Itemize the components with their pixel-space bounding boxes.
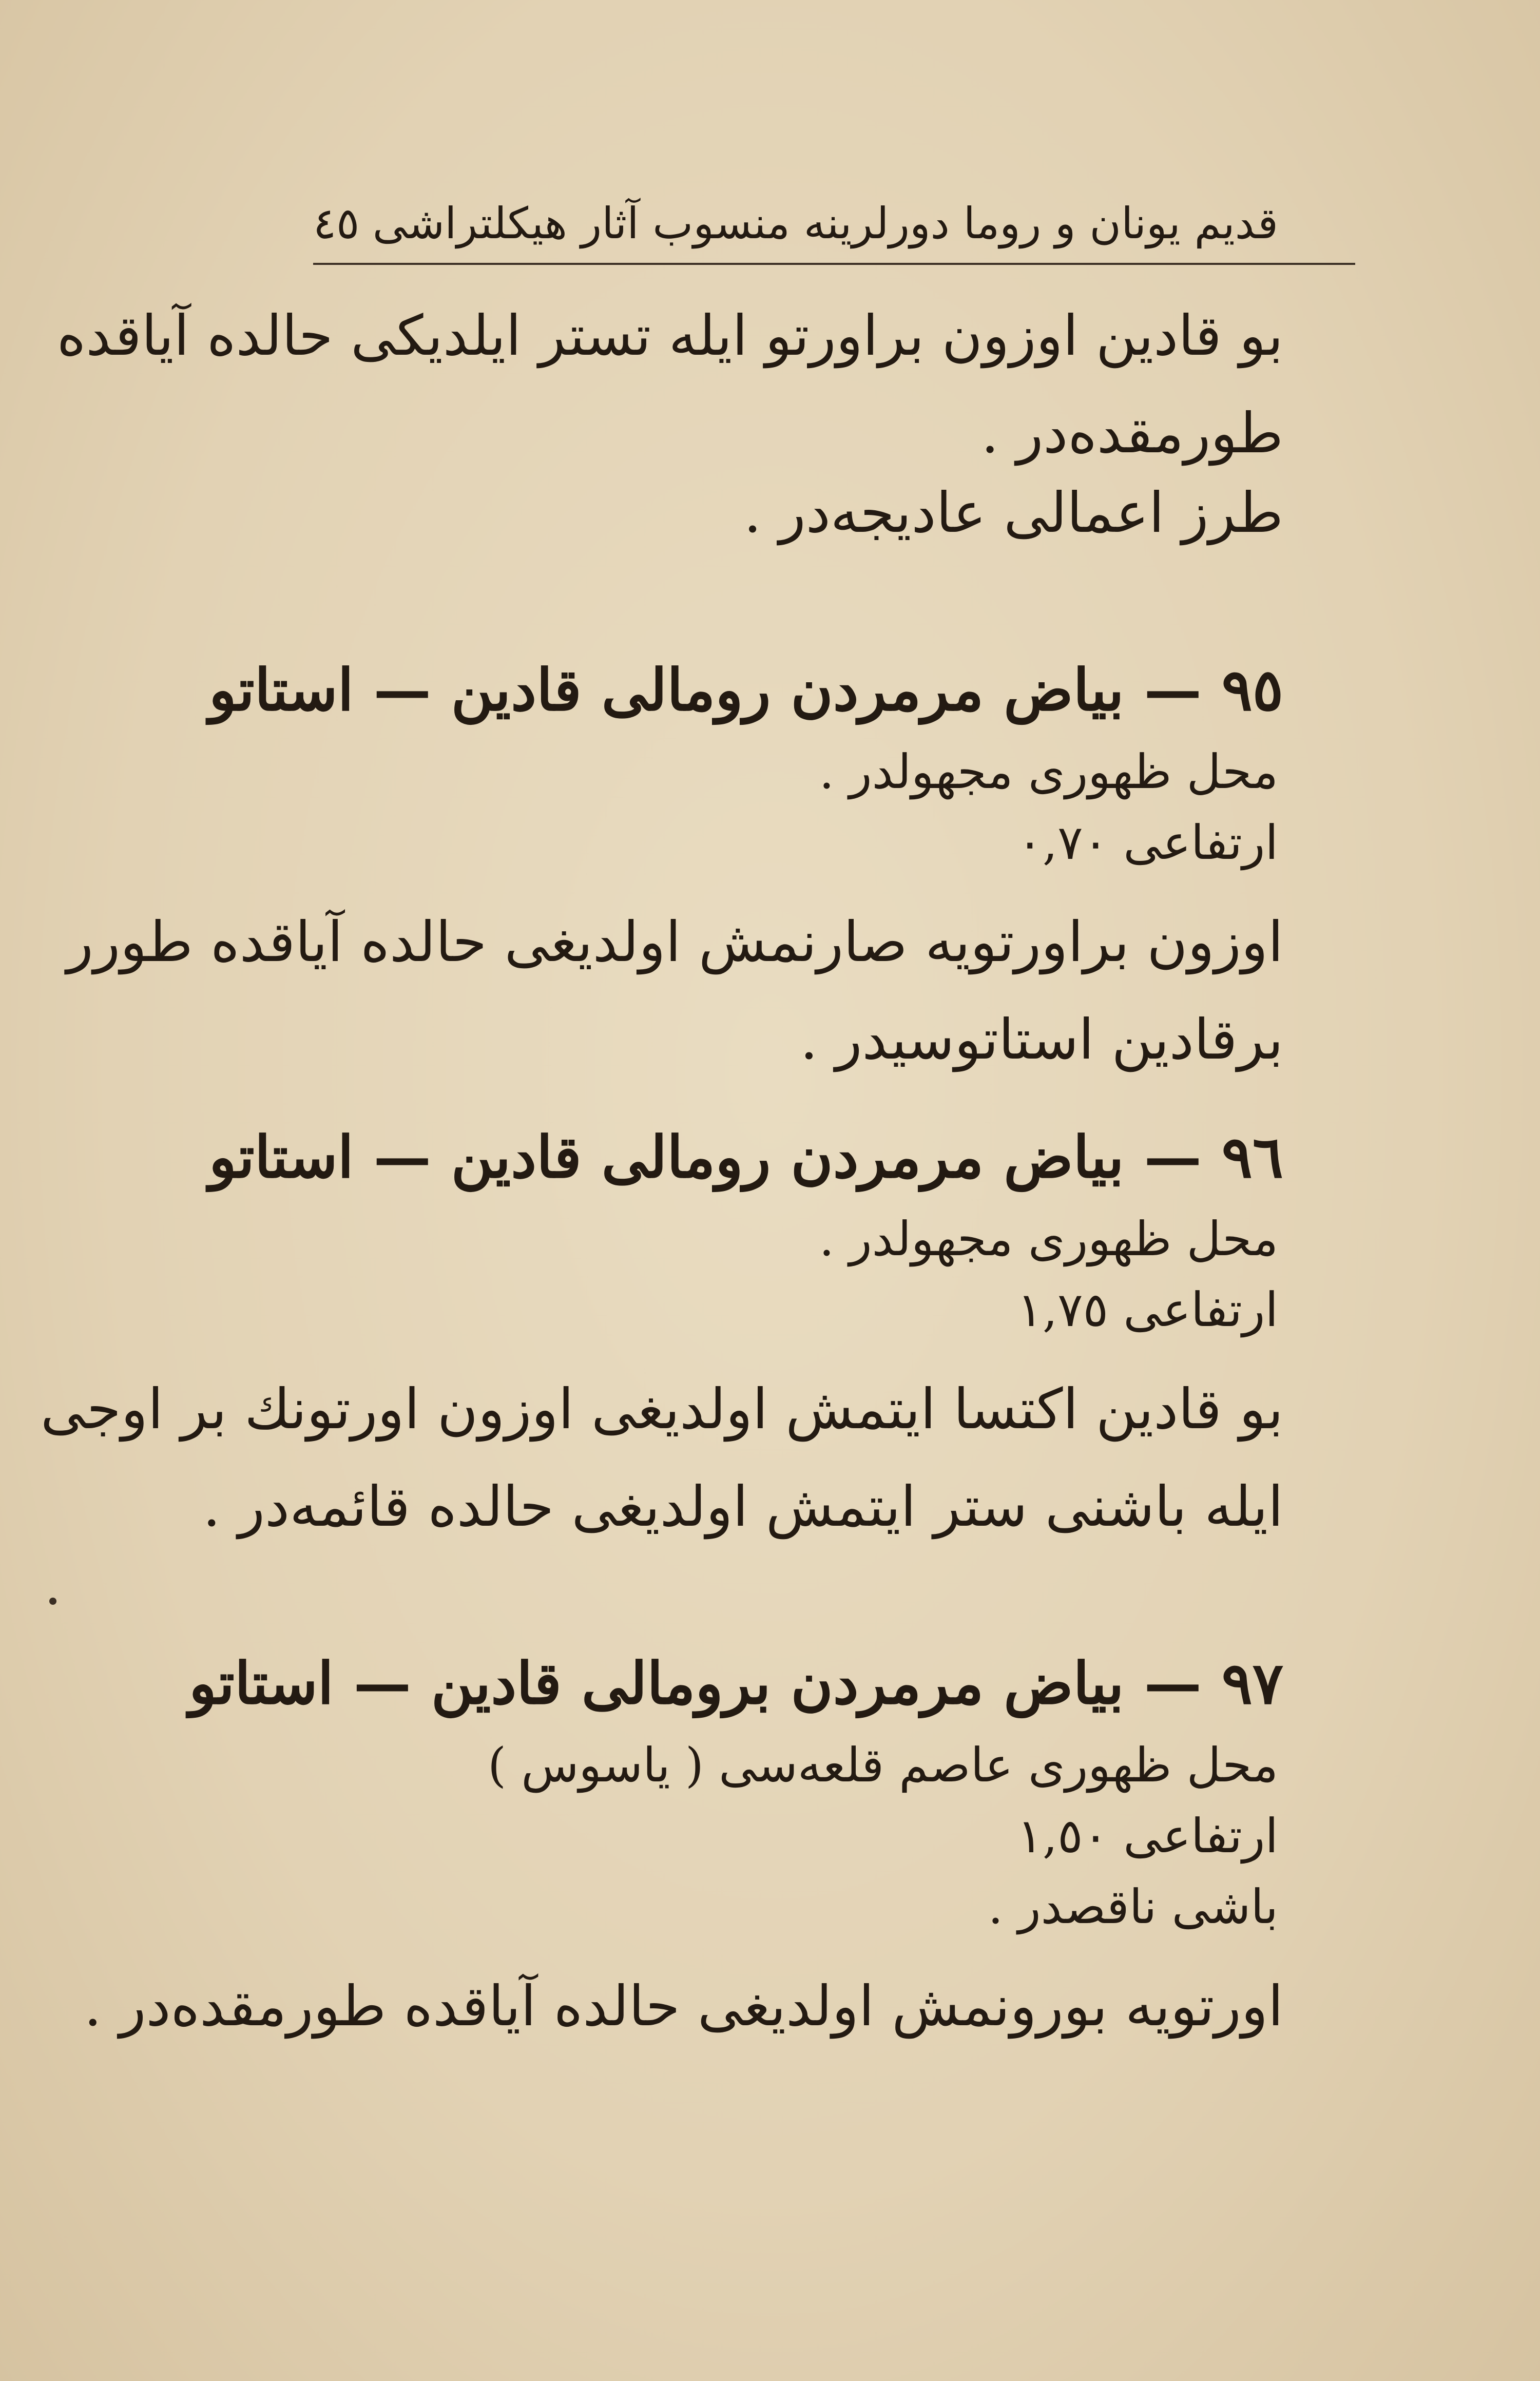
description-line: بو قادين اكتسا ايتمش اولديغى اوزون اورتونك بر اوجى	[41, 1377, 1283, 1442]
body-line: طرز اعمالى عاديجه‌در .	[743, 481, 1283, 545]
condition-line: باشى ناقصدر .	[988, 1879, 1278, 1934]
provenance-line: محل ظهورى مجهولدر .	[819, 744, 1278, 799]
description-line: اورتويه بورونمش اولديغى حالده آياقده طورمقده‌در .	[84, 1974, 1283, 2039]
body-line: بو قادين اوزون براورتو ايله تستر ايلديكى حالده آياقده	[56, 304, 1283, 368]
catalog-entry-97	[84, 1638, 1283, 2056]
provenance-line: محل ظهورى مجهولدر .	[819, 1212, 1278, 1266]
running-title: قديم يونان و روما دورلرينه منسوب آثار هيكلتراشى	[372, 198, 1278, 248]
description-line: اوزون براورتويه صارنمش اولديغى حالده آياقده طورر	[66, 910, 1283, 974]
page-number: ٤٥	[313, 198, 360, 248]
catalog-entry-96	[41, 1111, 1283, 1556]
body-line: طورمقده‌در .	[981, 401, 1283, 466]
header-rule	[313, 263, 1355, 265]
style-note	[185, 465, 1283, 562]
entry-heading: ٩٦ — بياض مرمردن رومالى قادين — استاتو	[208, 1124, 1283, 1191]
description-line: برقادين استاتوسيدر .	[800, 1008, 1283, 1072]
running-head	[313, 195, 1278, 252]
intro-paragraph	[56, 287, 1283, 483]
height-line: ارتفاعى ١,٥٠	[1017, 1809, 1278, 1864]
ink-speck	[49, 1598, 56, 1605]
height-line: ارتفاعى ٠,٧٠	[1017, 815, 1278, 870]
description-line: ايله باشنى ستر ايتمش اولديغى حالده قائمه‌در .	[203, 1475, 1283, 1539]
catalog-entry-95	[66, 644, 1283, 1089]
height-line: ارتفاعى ١,٧٥	[1017, 1282, 1278, 1337]
entry-heading: ٩٧ — بياض مرمردن برومالى قادين — استاتو	[189, 1650, 1283, 1717]
entry-heading: ٩٥ — بياض مرمردن رومالى قادين — استاتو	[208, 657, 1283, 724]
provenance-line: محل ظهورى عاصم قلعه‌سى ( ياسوس )	[488, 1738, 1278, 1793]
